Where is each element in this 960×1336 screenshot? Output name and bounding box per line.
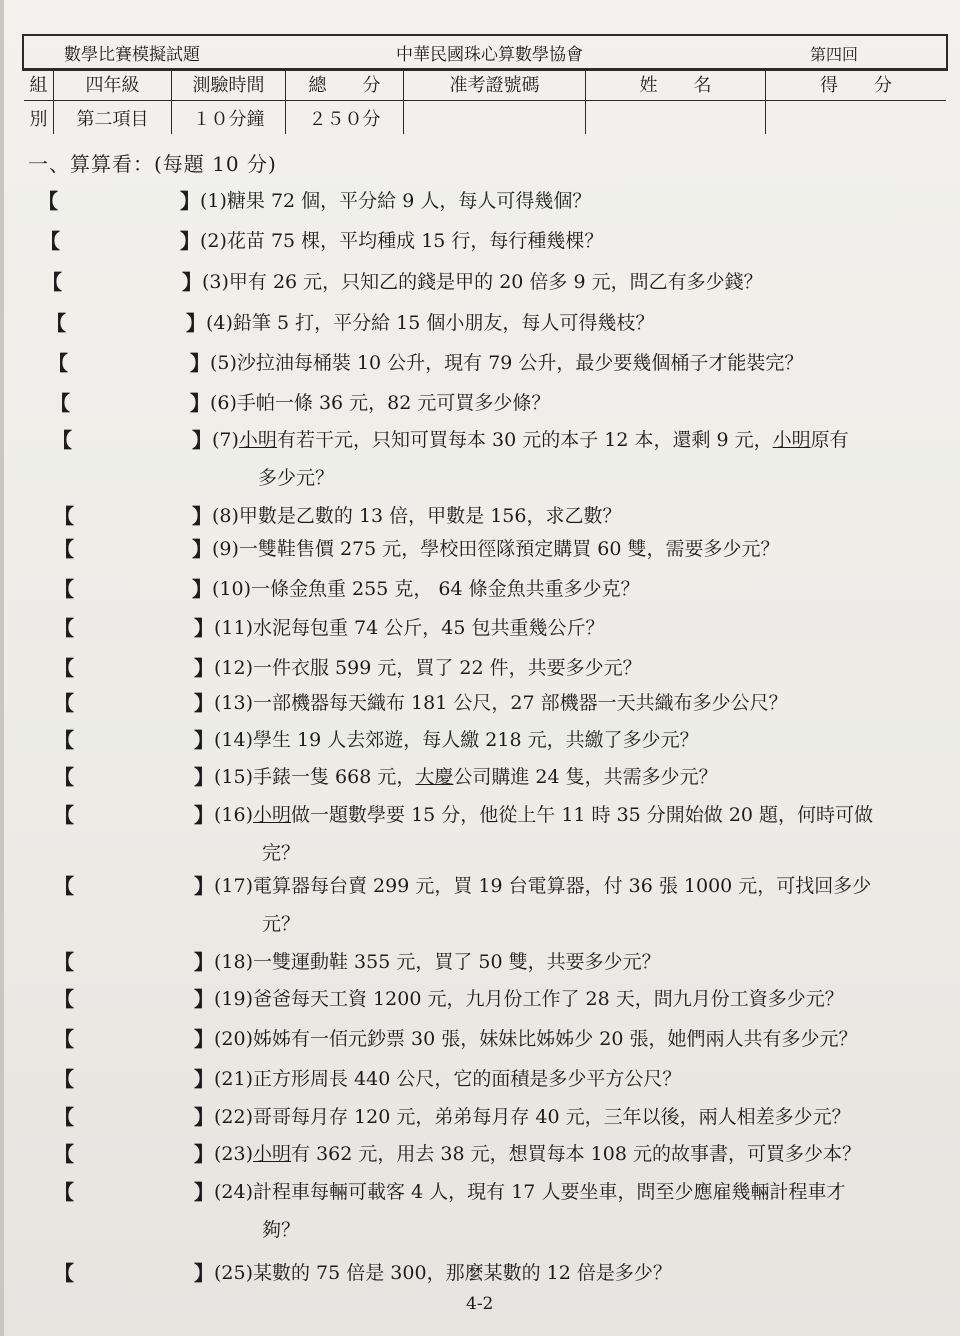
question-text xyxy=(214,610,605,646)
question-number: (4) xyxy=(206,312,233,334)
header-title-row xyxy=(24,36,946,69)
question-body: 沙拉油每桶裝 10 公升，現有 79 公升，最少要幾個桶子才能裝完？ xyxy=(236,352,804,374)
answer-bracket-open[interactable]: 【 xyxy=(54,537,74,561)
answer-bracket-open[interactable]: 【 xyxy=(50,391,70,415)
answer-bracket-close: 】 xyxy=(192,577,212,601)
question-body: 某數的 75 倍是 300，那麼某數的 12 倍是多少？ xyxy=(253,1262,672,1284)
answer-bracket-open[interactable]: 【 xyxy=(54,728,74,752)
question-text xyxy=(214,1136,861,1172)
question-text xyxy=(206,305,654,341)
question-continuation: 元？ xyxy=(262,913,301,935)
question-text xyxy=(214,650,642,686)
question-text xyxy=(210,345,803,381)
question-text xyxy=(214,797,873,833)
question-body: 一部機器每天織布 181 公尺，27 部機器一天共織布多少公尺？ xyxy=(253,692,788,714)
question-item xyxy=(0,223,930,259)
item-cell: 第二項目 xyxy=(54,101,172,134)
answer-bracket-open[interactable]: 【 xyxy=(48,351,68,375)
question-number: (23) xyxy=(214,1143,254,1165)
question-text xyxy=(214,722,699,758)
question-body: 電算器每台賣 299 元，買 19 台電算器，付 36 張 1000 元，可找回多少 xyxy=(253,875,872,897)
answer-bracket-close: 】 xyxy=(180,189,200,213)
answer-bracket-open[interactable]: 【 xyxy=(38,189,58,213)
answer-bracket-close: 】 xyxy=(182,270,202,294)
exam-id-field[interactable] xyxy=(404,101,586,134)
question-text xyxy=(202,264,763,300)
question-text xyxy=(212,571,640,607)
answer-bracket-close: 】 xyxy=(194,987,214,1011)
answer-bracket-open[interactable]: 【 xyxy=(54,691,74,715)
question-number: (13) xyxy=(214,692,254,714)
person-name: 小明 xyxy=(253,1143,292,1165)
answer-bracket-close: 】 xyxy=(194,691,214,715)
header-row-2 xyxy=(24,101,946,134)
question-item xyxy=(0,1061,930,1097)
question-body: 鉛筆 5 打，平分給 15 個小朋友，每人可得幾枝？ xyxy=(232,312,655,334)
answer-bracket-close: 】 xyxy=(190,391,210,415)
question-number: (17) xyxy=(214,875,254,897)
question-number: (12) xyxy=(214,657,254,679)
person-name: 小明 xyxy=(238,429,277,451)
time-label-cell: 測驗時間 xyxy=(172,68,286,100)
question-body: 水泥每包重 74 公斤，45 包共重幾公斤？ xyxy=(253,617,605,639)
question-item xyxy=(0,183,930,219)
question-number: (8) xyxy=(212,505,239,527)
question-item xyxy=(0,531,930,567)
round-label: 第四回 xyxy=(810,45,859,64)
question-text xyxy=(214,1255,672,1291)
score-field[interactable] xyxy=(766,101,946,134)
question-number: (1) xyxy=(200,190,227,212)
total-label-cell: 總 分 xyxy=(286,68,404,100)
question-text xyxy=(212,498,621,534)
question-item xyxy=(0,264,930,300)
question-body-mid: 公司購進 24 隻，共需多少元？ xyxy=(453,766,718,788)
answer-bracket-close: 】 xyxy=(194,1180,214,1204)
question-body: 姊姊有一佰元鈔票 30 張，妹妹比姊姊少 20 張，她們兩人共有多少元？ xyxy=(253,1028,858,1050)
question-body: 甲數是乙數的 13 倍，甲數是 156，求乙數？ xyxy=(238,505,622,527)
question-item xyxy=(0,571,930,607)
group-label-bottom: 別 xyxy=(24,101,54,134)
question-item xyxy=(0,1136,930,1172)
exam-title: 數學比賽模擬試題 xyxy=(64,45,200,65)
question-body: 正方形周長 440 公尺，它的面積是多少平方公尺？ xyxy=(253,1068,682,1090)
answer-bracket-close: 】 xyxy=(192,537,212,561)
grade-cell: 四年級 xyxy=(54,68,172,100)
question-item xyxy=(0,1099,930,1135)
answer-bracket-close: 】 xyxy=(194,874,214,898)
question-text xyxy=(214,868,871,904)
answer-bracket-close: 】 xyxy=(194,950,214,974)
time-value-cell: １０分鐘 xyxy=(172,101,286,134)
question-item xyxy=(0,305,930,341)
question-body: 一條金魚重 255 克， 64 條金魚共重多少克？ xyxy=(251,578,640,600)
question-text xyxy=(214,685,788,721)
header-row-1 xyxy=(24,68,946,101)
question-text xyxy=(214,981,844,1017)
question-item xyxy=(0,385,930,421)
question-text xyxy=(200,183,591,219)
question-body-post: 原有 xyxy=(810,429,849,451)
question-body-pre: 手錶一隻 668 元， xyxy=(253,766,416,788)
question-body: 一雙鞋售價 275 元，學校田徑隊預定購買 60 雙，需要多少元？ xyxy=(238,538,780,560)
answer-bracket-open[interactable]: 【 xyxy=(52,428,72,452)
answer-bracket-open[interactable]: 【 xyxy=(54,504,74,528)
question-number: (25) xyxy=(214,1262,254,1284)
question-number: (10) xyxy=(212,578,252,600)
exam-id-label-cell: 准考證號碼 xyxy=(404,68,586,100)
answer-bracket-open[interactable]: 【 xyxy=(54,1067,74,1091)
answer-bracket-open[interactable]: 【 xyxy=(42,270,62,294)
answer-bracket-close: 】 xyxy=(190,351,210,375)
section-title: 一、算算看：(每題 10 分) xyxy=(28,152,277,176)
question-number: (18) xyxy=(214,951,254,973)
question-number: (21) xyxy=(214,1068,254,1090)
question-text xyxy=(214,1099,851,1135)
question-number: (5) xyxy=(210,352,237,374)
question-number: (11) xyxy=(214,617,254,639)
question-text xyxy=(200,223,603,259)
question-item xyxy=(0,422,930,498)
question-continuation: 完？ xyxy=(262,842,301,864)
name-label-cell: 姓 名 xyxy=(586,68,766,100)
question-number: (19) xyxy=(214,988,254,1010)
question-item xyxy=(0,345,930,381)
question-number: (3) xyxy=(202,271,229,293)
answer-bracket-open[interactable]: 【 xyxy=(54,616,74,640)
answer-bracket-open[interactable]: 【 xyxy=(54,765,74,789)
answer-bracket-close: 】 xyxy=(194,616,214,640)
answer-bracket-open[interactable]: 【 xyxy=(54,874,74,898)
question-number: (9) xyxy=(212,538,239,560)
question-item xyxy=(0,797,930,873)
question-number: (6) xyxy=(210,392,237,414)
question-body: 糖果 72 個，平分給 9 人，每人可得幾個？ xyxy=(226,190,592,212)
question-continuation: 夠？ xyxy=(262,1219,301,1241)
question-text xyxy=(212,531,780,567)
question-number: (15) xyxy=(214,766,254,788)
answer-bracket-close: 】 xyxy=(194,1261,214,1285)
question-body-mid: 有 362 元，用去 38 元，想買每本 108 元的故事書，可買多少本？ xyxy=(291,1143,861,1165)
question-text xyxy=(214,759,718,795)
question-item xyxy=(0,1174,930,1250)
person-name: 大慶 xyxy=(415,766,454,788)
question-body: 一件衣服 599 元，買了 22 件，共要多少元？ xyxy=(253,657,642,679)
answer-bracket-close: 】 xyxy=(194,1067,214,1091)
question-text xyxy=(214,1021,858,1057)
question-item xyxy=(0,650,930,686)
answer-bracket-close: 】 xyxy=(194,728,214,752)
answer-bracket-close: 】 xyxy=(192,428,212,452)
person-name: 小明 xyxy=(772,429,811,451)
total-value-cell: ２５０分 xyxy=(286,101,404,134)
answer-bracket-close: 】 xyxy=(194,656,214,680)
question-number: (14) xyxy=(214,729,254,751)
association-name: 中華民國珠心算數學協會 xyxy=(396,45,583,65)
answer-bracket-close: 】 xyxy=(194,1142,214,1166)
answer-bracket-open[interactable]: 【 xyxy=(54,1105,74,1129)
question-item xyxy=(0,868,930,944)
question-text xyxy=(214,1061,681,1097)
question-continuation: 多少元？ xyxy=(258,467,335,489)
question-number: (22) xyxy=(214,1106,254,1128)
answer-bracket-open[interactable]: 【 xyxy=(54,1180,74,1204)
question-item xyxy=(0,610,930,646)
question-body-mid: 做一題數學要 15 分，他從上午 11 時 35 分開始做 20 題，何時可做 xyxy=(291,804,874,826)
answer-bracket-open[interactable]: 【 xyxy=(54,987,74,1011)
question-body: 一雙運動鞋 355 元，買了 50 雙，共要多少元？ xyxy=(253,951,661,973)
answer-bracket-open[interactable]: 【 xyxy=(54,656,74,680)
answer-bracket-open[interactable]: 【 xyxy=(54,1027,74,1051)
question-item xyxy=(0,1021,930,1057)
answer-bracket-open[interactable]: 【 xyxy=(54,577,74,601)
question-body: 爸爸每天工資 1200 元，九月份工作了 28 天，問九月份工資多少元？ xyxy=(253,988,844,1010)
person-name: 小明 xyxy=(253,804,292,826)
question-number: (16) xyxy=(214,804,254,826)
page-number: 4-2 xyxy=(466,1294,494,1314)
question-number: (2) xyxy=(200,230,227,252)
question-item xyxy=(0,1255,930,1291)
question-number: (24) xyxy=(214,1181,254,1203)
question-item xyxy=(0,981,930,1017)
question-body: 甲有 26 元，只知乙的錢是甲的 20 倍多 9 元，問乙有多少錢？ xyxy=(228,271,763,293)
score-label-cell: 得 分 xyxy=(820,75,892,96)
question-text xyxy=(214,1174,845,1210)
question-item xyxy=(0,685,930,721)
question-item xyxy=(0,722,930,758)
answer-bracket-close: 】 xyxy=(192,504,212,528)
question-number: (7) xyxy=(212,429,239,451)
answer-bracket-open[interactable]: 【 xyxy=(40,229,60,253)
question-text xyxy=(212,422,849,458)
answer-bracket-close: 】 xyxy=(194,1027,214,1051)
question-number: (20) xyxy=(214,1028,254,1050)
question-item xyxy=(0,498,930,534)
answer-bracket-close: 】 xyxy=(194,765,214,789)
answer-bracket-open[interactable]: 【 xyxy=(54,1142,74,1166)
question-body: 哥哥每月存 120 元，弟弟每月存 40 元，三年以後，兩人相差多少元？ xyxy=(253,1106,851,1128)
answer-bracket-open[interactable]: 【 xyxy=(54,803,74,827)
answer-bracket-close: 】 xyxy=(186,311,206,335)
answer-bracket-open[interactable]: 【 xyxy=(54,950,74,974)
question-body: 手帕一條 36 元，82 元可買多少條？ xyxy=(236,392,551,414)
answer-bracket-open[interactable]: 【 xyxy=(54,1261,74,1285)
group-label-top: 組 xyxy=(24,68,54,100)
question-body: 學生 19 人去郊遊，每人繳 218 元，共繳了多少元？ xyxy=(253,729,699,751)
header-table xyxy=(22,34,948,130)
answer-bracket-open[interactable]: 【 xyxy=(46,311,66,335)
question-item xyxy=(0,759,930,795)
answer-bracket-close: 】 xyxy=(194,803,214,827)
question-body-mid: 有若干元，只知可買每本 30 元的本子 12 本，還剩 9 元， xyxy=(276,429,773,451)
answer-bracket-close: 】 xyxy=(180,229,200,253)
question-text xyxy=(214,944,661,980)
name-field[interactable] xyxy=(586,101,766,134)
question-text xyxy=(210,385,550,421)
question-body: 花苗 75 棵，平均種成 15 行，每行種幾棵？ xyxy=(226,230,604,252)
question-item xyxy=(0,944,930,980)
question-body: 計程車每輛可載客 4 人，現有 17 人要坐車，問至少應雇幾輛計程車才 xyxy=(253,1181,846,1203)
answer-bracket-close: 】 xyxy=(194,1105,214,1129)
